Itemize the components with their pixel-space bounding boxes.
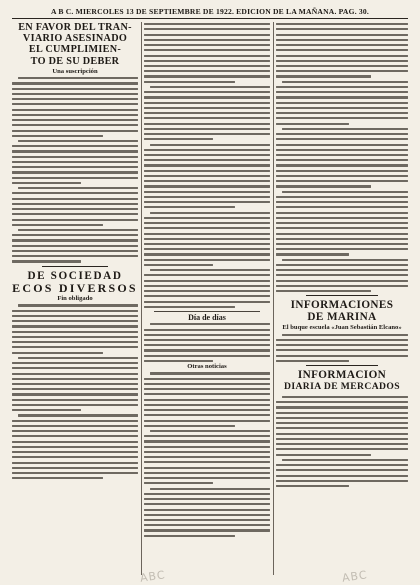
- column-2: [144, 22, 270, 577]
- body-text-block: [144, 23, 270, 308]
- body-text-block: [276, 23, 408, 292]
- body-text-block: [12, 304, 138, 479]
- section-title: ECOS DIVERSOS: [12, 280, 138, 295]
- section-divider: [306, 295, 378, 296]
- headline-line: EN FAVOR DEL TRAN-: [18, 22, 132, 33]
- body-text-block: [276, 396, 408, 487]
- section-title: INFORMACIONES: [290, 299, 394, 312]
- headline-line: EL CUMPLIMIEN-: [28, 44, 122, 56]
- body-text-block: [144, 372, 270, 536]
- section-divider: [306, 365, 378, 366]
- subheading: Otras noticias: [187, 363, 227, 371]
- subheading: Día de días: [188, 312, 226, 322]
- column-3: [276, 22, 408, 577]
- header-text: A B C. MIERCOLES 13 DE SEPTIEMBRE DE 1922. EDICION DE LA MAÑANA. PAG. 30.: [50, 7, 370, 16]
- subheading: El buque escuela «Juan Sebastián Elcano»: [282, 324, 402, 332]
- page-header: [12, 4, 408, 19]
- section-title: DE MARINA: [307, 311, 377, 324]
- body-text-block: [12, 77, 138, 262]
- section-divider: [154, 311, 260, 312]
- section-title: INFORMACION: [297, 368, 387, 381]
- column-1: [12, 22, 138, 577]
- body-text-block: [144, 323, 270, 362]
- subheading: Fin obligado: [57, 295, 93, 303]
- section-divider: [42, 266, 108, 267]
- headline-line: VIARIO ASESINADO: [22, 33, 128, 45]
- column-rule: [273, 22, 274, 575]
- headline-line: TO DE SU DEBER: [30, 55, 120, 67]
- watermark-logo: ABC: [341, 568, 369, 585]
- subheading: Una suscripción: [52, 67, 98, 75]
- watermark-logo: ABC: [139, 568, 167, 585]
- body-text-block: [276, 334, 408, 362]
- section-title: DIARIA DE MERCADOS: [284, 380, 400, 392]
- section-title: DE SOCIEDAD: [27, 269, 123, 282]
- column-rule: [141, 22, 142, 575]
